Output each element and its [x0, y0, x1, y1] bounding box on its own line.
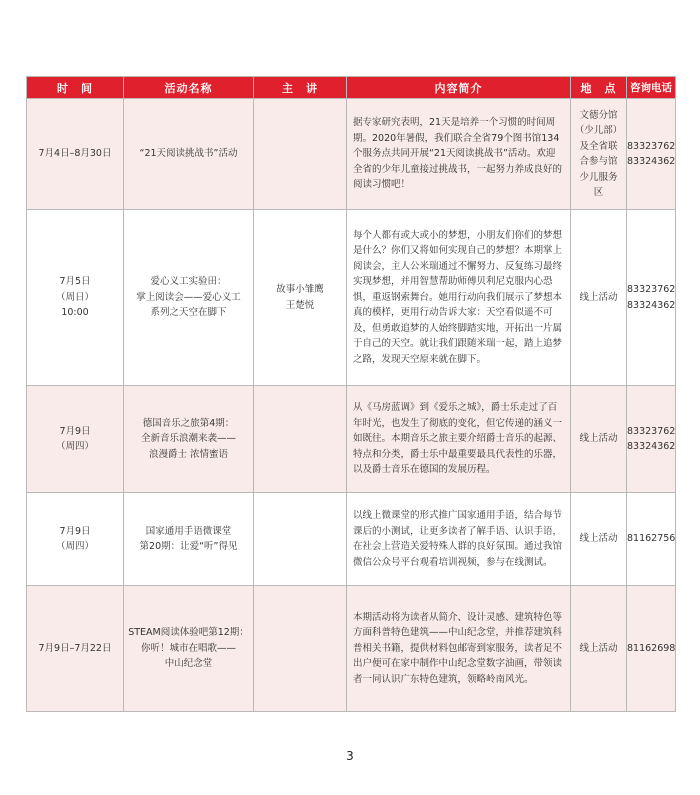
- header-time: 时 间: [27, 77, 124, 99]
- cell-place: 线上活动: [571, 586, 627, 712]
- cell-phone: 81162756: [627, 493, 676, 586]
- cell-content: 据专家研究表明，21天是培养一个习惯的时间周期。2020年暑假，我们联合全省79个图书馆134个服务点共同开展“21天阅读挑战书”活动。欢迎全省的少年儿童接过挑战书，一起努力养成良好的阅读习惯吧！: [347, 99, 571, 210]
- cell-phone: 83323762 83324362: [627, 210, 676, 386]
- cell-speaker: [254, 386, 347, 493]
- cell-content: 每个人都有或大或小的梦想，小朋友们你们的梦想是什么？你们又将如何实现自己的梦想？本期掌上阅读会，主人公米瑞通过不懈努力、反复练习最终实现梦想，并用智慧帮助师傅贝利尼克服内心恐惧，重返钢索舞台。她用行动向我们展示了梦想本真的模样，更用行动告诉大家：天空看似遥不可及，但勇敢追梦的人始终脚踏实地，开拓出一片属于自己的天空。就让我们跟随米瑞一起，踏上追梦之路，发现天空原来就在脚下。: [347, 210, 571, 386]
- cell-time: 7月9日 （周四）: [27, 493, 124, 586]
- cell-place: 线上活动: [571, 386, 627, 493]
- header-activity-name: 活动名称: [124, 77, 254, 99]
- table-row: [27, 586, 676, 712]
- header-place: 地 点: [571, 77, 627, 99]
- cell-content: 本期活动将为读者从简介、设计灵感、建筑特色等方面科普特色建筑——中山纪念堂，并推荐建筑科普相关书籍，提供材料包邮寄到家服务，读者足不出户便可在家中制作中山纪念堂数字油画，带领读者一同认识广东特色建筑，领略岭南风光。: [347, 586, 571, 712]
- cell-phone: 83323762 83324362: [627, 99, 676, 210]
- table-row: [27, 99, 676, 210]
- header-content: 内容简介: [347, 77, 571, 99]
- cell-speaker: [254, 493, 347, 586]
- cell-content: 从《马房蓝调》到《爱乐之城》，爵士乐走过了百年时光，也发生了彻底的变化，但它传递的涵义一如既往。本期音乐之旅主要介绍爵士音乐的起源、特点和分类，爵士乐中最重要最具代表性的乐器，以及爵士音乐在德国的发展历程。: [347, 386, 571, 493]
- cell-speaker: 故事小雏鹰 王楚悦: [254, 210, 347, 386]
- cell-phone: 81162698: [627, 586, 676, 712]
- table-row: [27, 386, 676, 493]
- table-row: [27, 493, 676, 586]
- cell-activity-name: 爱心义工实验田： 掌上阅读会——爱心义工 系列之天空在脚下: [124, 210, 254, 386]
- cell-activity-name: “21天阅读挑战书”活动: [124, 99, 254, 210]
- cell-time: 7月4日–8月30日: [27, 99, 124, 210]
- cell-activity-name: STEAM阅读体验吧第12期： 你听！城市在唱歌—— 中山纪念堂: [124, 586, 254, 712]
- cell-place: 线上活动: [571, 210, 627, 386]
- page-number: 3: [346, 749, 354, 763]
- cell-time: 7月9日–7月22日: [27, 586, 124, 712]
- activity-table: [26, 76, 676, 712]
- header-phone: 咨询电话: [627, 77, 676, 99]
- cell-place: 文德分馆 （少儿部） 及全省联 合参与馆 少儿服务 区: [571, 99, 627, 210]
- cell-phone: 83323762 83324362: [627, 386, 676, 493]
- cell-time: 7月5日 （周日） 10:00: [27, 210, 124, 386]
- header-speaker: 主 讲: [254, 77, 347, 99]
- cell-speaker: [254, 586, 347, 712]
- header-row: [27, 77, 676, 99]
- cell-time: 7月9日 （周四）: [27, 386, 124, 493]
- cell-activity-name: 国家通用手语微课堂 第20期：让爱“听”得见: [124, 493, 254, 586]
- cell-activity-name: 德国音乐之旅第4期： 全新音乐浪潮来袭—— 浪漫爵士 浓情蜜语: [124, 386, 254, 493]
- cell-content: 以线上微课堂的形式推广国家通用手语，结合每节课后的小测试，让更多读者了解手语、认识手语，在社会上营造关爱特殊人群的良好氛围。通过我馆微信公众号平台观看培训视频，参与在线测试。: [347, 493, 571, 586]
- table-row: [27, 210, 676, 386]
- cell-speaker: [254, 99, 347, 210]
- cell-place: 线上活动: [571, 493, 627, 586]
